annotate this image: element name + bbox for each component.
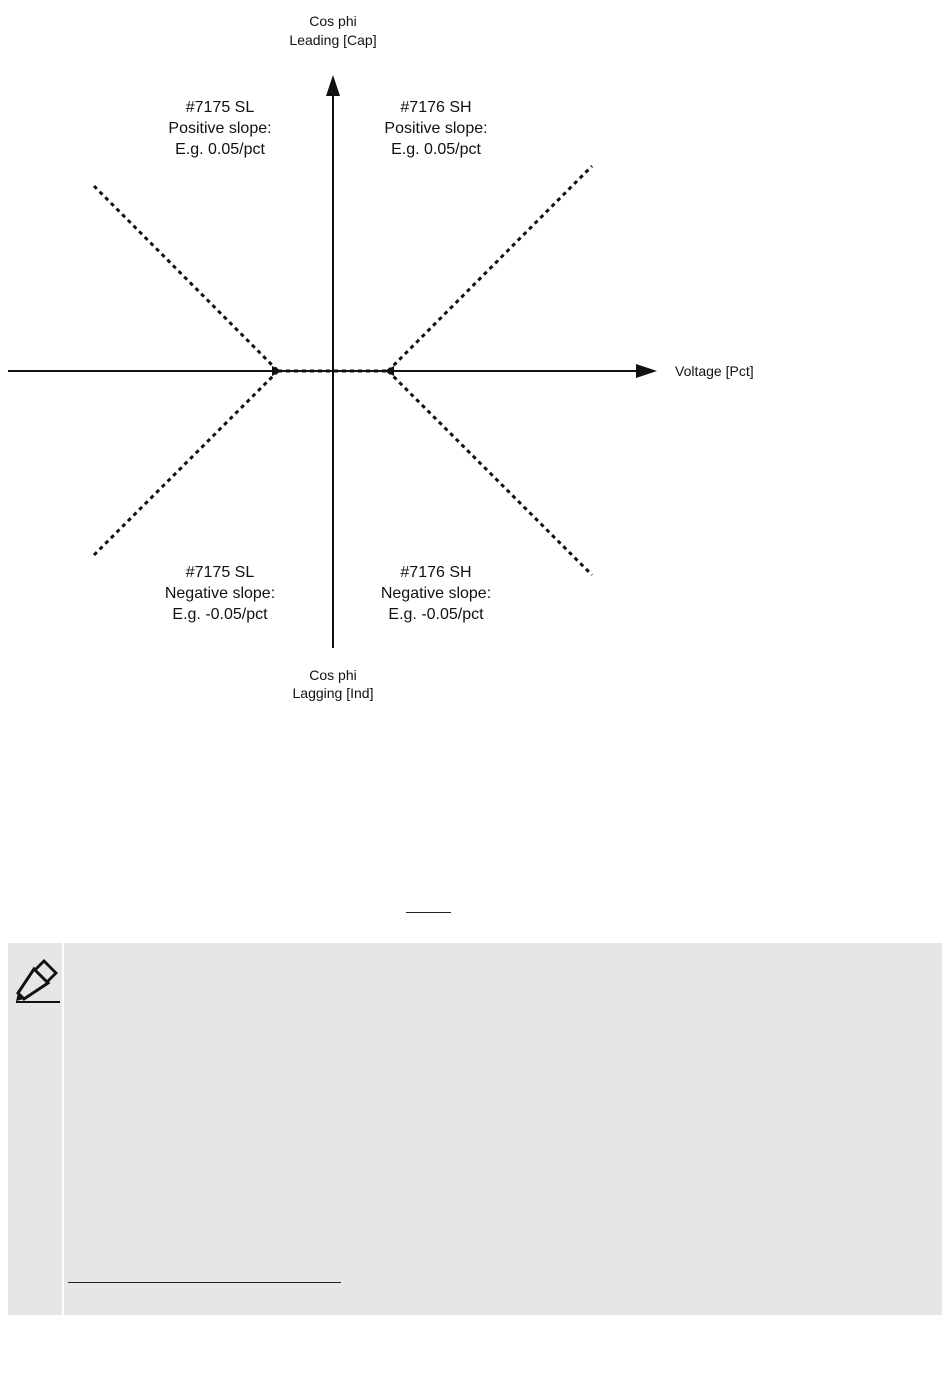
breakpoint-left-marker-icon	[272, 366, 282, 376]
slope-line-sl-negative	[94, 371, 278, 555]
slope-line-sh-negative	[388, 371, 592, 575]
caption-rule	[406, 912, 451, 913]
y-axis-top-label-line2: Leading [Cap]	[289, 32, 377, 48]
y-axis-bottom-label-line1: Cos phi	[309, 667, 357, 683]
footnote-rule	[68, 1282, 341, 1283]
quadrant-top-right-example: E.g. 0.05/pct	[391, 141, 481, 158]
quadrant-top-right-id: #7176 SH	[400, 99, 472, 116]
y-axis-bottom-label-line2: Lagging [Ind]	[292, 685, 374, 701]
note-box	[8, 943, 942, 1315]
quadrant-bottom-left-id: #7175 SL	[185, 564, 255, 581]
quadrant-top-left-id: #7175 SL	[185, 99, 255, 116]
quadrant-bottom-left-example: E.g. -0.05/pct	[172, 606, 268, 623]
x-axis-label: Voltage [Pct]	[675, 363, 754, 379]
note-icon-column	[8, 943, 64, 1315]
pencil-note-icon	[12, 955, 60, 1003]
quadrant-top-left-example: E.g. 0.05/pct	[175, 141, 265, 158]
quadrant-bottom-left-slope: Negative slope:	[164, 585, 276, 602]
quadrant-top-right-slope: Positive slope:	[384, 120, 488, 137]
y-axis-arrow-icon	[326, 75, 340, 96]
quadrant-bottom-right-id: #7176 SH	[400, 564, 472, 581]
breakpoint-right-marker-icon	[384, 366, 394, 376]
slope-line-sl-positive	[94, 186, 278, 371]
quadrant-top-left-slope: Positive slope:	[168, 120, 272, 137]
y-axis-top-label-line1: Cos phi	[309, 13, 357, 29]
quadrant-bottom-right-slope: Negative slope:	[380, 585, 492, 602]
x-axis-arrow-icon	[636, 364, 657, 378]
slope-line-sh-positive	[388, 166, 592, 371]
quadrant-bottom-right-example: E.g. -0.05/pct	[388, 606, 484, 623]
